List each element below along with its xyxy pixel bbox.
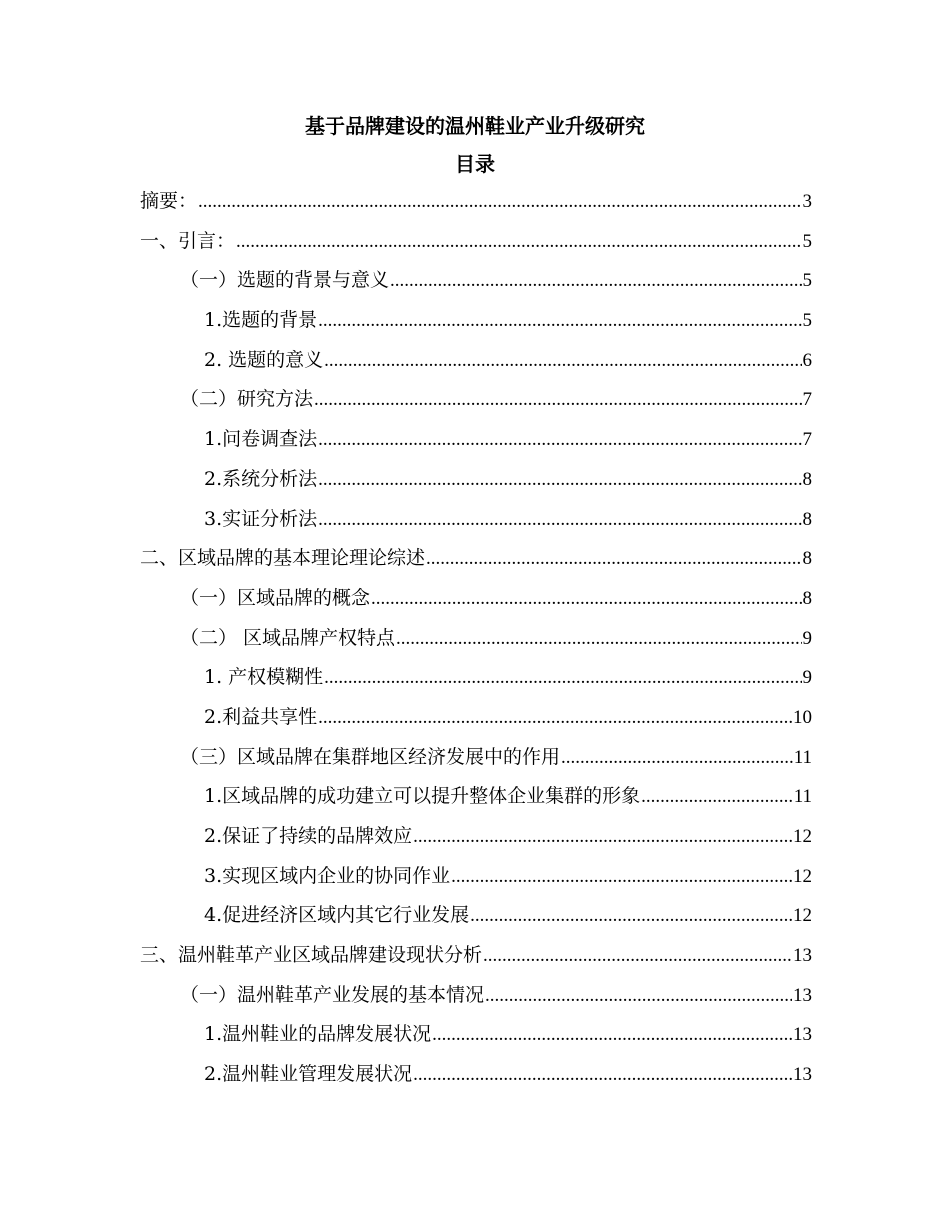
toc-entry[interactable] — [140, 424, 812, 464]
toc-leader-dots — [324, 345, 801, 376]
toc-entry-label: （一）温州鞋革产业发展的基本情况 — [180, 983, 485, 1006]
toc-entry[interactable] — [140, 543, 812, 583]
toc-leader-dots — [236, 226, 801, 257]
toc-entry-label: 一、引言： — [140, 229, 236, 252]
toc-entry-page-number: 5 — [802, 230, 812, 252]
toc-entry-label: （一）选题的背景与意义 — [180, 269, 390, 292]
toc-entry-label: 1.温州鞋业的品牌发展状况 — [204, 1023, 432, 1046]
toc-leader-dots — [318, 504, 801, 535]
toc-leader-dots — [318, 464, 801, 495]
toc-leader-dots — [485, 980, 792, 1011]
toc-entry-page-number: 7 — [802, 429, 812, 451]
toc-entry-page-number: 3 — [802, 191, 812, 212]
toc-entry[interactable] — [140, 781, 812, 821]
toc-entry[interactable] — [140, 504, 812, 544]
toc-entry-page-number: 12 — [793, 826, 812, 847]
toc-entry-label: 4.促进经济区域内其它行业发展 — [204, 904, 470, 927]
toc-entry-page-number: 12 — [793, 905, 812, 927]
table-of-contents — [140, 186, 812, 1099]
toc-leader-dots — [561, 742, 793, 773]
toc-entry-page-number: 10 — [793, 706, 812, 728]
toc-leader-dots — [324, 662, 801, 693]
toc-entry-page-number: 5 — [802, 310, 812, 332]
toc-entry-page-number: 9 — [802, 627, 812, 649]
toc-entry[interactable] — [140, 900, 812, 940]
toc-entry-page-number: 6 — [802, 349, 812, 371]
toc-entry-page-number: 8 — [802, 508, 812, 530]
toc-leader-dots — [432, 1019, 792, 1050]
toc-entry-page-number: 8 — [802, 468, 812, 490]
toc-entry-label: 2.保证了持续的品牌效应 — [204, 825, 413, 847]
toc-entry[interactable] — [140, 1019, 812, 1059]
toc-entry[interactable] — [140, 464, 812, 504]
toc-entry[interactable] — [140, 702, 812, 742]
toc-entry-label: 1. 产权模糊性 — [204, 666, 324, 689]
toc-heading: 目录 — [455, 152, 495, 176]
document-title: 基于品牌建设的温州鞋业产业升级研究 — [305, 114, 645, 138]
toc-entry-label: 3.实现区域内企业的协同作业 — [204, 864, 451, 887]
toc-leader-dots — [426, 543, 801, 574]
toc-entry-label: （二） 区域品牌产权特点 — [180, 626, 396, 649]
toc-entry[interactable] — [140, 583, 812, 623]
toc-entry-label: 3.实证分析法 — [204, 507, 318, 530]
toc-entry-label: （一）区域品牌的概念 — [180, 586, 371, 609]
toc-leader-dots — [371, 583, 801, 614]
toc-leader-dots — [413, 1059, 792, 1090]
toc-entry[interactable] — [140, 226, 812, 266]
toc-entry[interactable] — [140, 742, 812, 782]
toc-entry-label: 二、区域品牌的基本理论理论综述 — [140, 547, 426, 570]
toc-entry-page-number: 11 — [793, 746, 812, 768]
toc-entry-label: （二）研究方法 — [180, 388, 314, 411]
toc-leader-dots — [451, 861, 792, 892]
toc-entry-page-number: 5 — [802, 270, 812, 292]
toc-entry-label: 2.温州鞋业管理发展状况 — [204, 1063, 413, 1086]
toc-entry-page-number: 13 — [793, 984, 812, 1006]
toc-entry-page-number: 8 — [802, 587, 812, 609]
toc-entry-label: 三、温州鞋革产业区域品牌建设现状分析 — [140, 944, 483, 967]
toc-entry-page-number: 7 — [802, 389, 812, 411]
toc-entry[interactable] — [140, 1059, 812, 1099]
toc-entry-page-number: 11 — [793, 786, 812, 808]
toc-entry-page-number: 13 — [793, 945, 812, 967]
toc-entry[interactable] — [140, 305, 812, 345]
toc-entry[interactable] — [140, 623, 812, 663]
toc-leader-dots — [413, 821, 792, 852]
toc-leader-dots — [390, 265, 801, 296]
toc-entry-page-number: 13 — [793, 1024, 812, 1046]
toc-entry-label: 摘要： — [140, 190, 198, 212]
toc-entry[interactable] — [140, 186, 812, 226]
toc-leader-dots — [396, 623, 801, 654]
toc-entry[interactable] — [140, 821, 812, 861]
toc-leader-dots — [483, 940, 792, 971]
toc-leader-dots — [314, 384, 801, 415]
toc-entry-page-number: 8 — [802, 548, 812, 570]
toc-entry[interactable] — [140, 940, 812, 980]
toc-entry[interactable] — [140, 662, 812, 702]
toc-entry[interactable] — [140, 861, 812, 901]
toc-leader-dots — [318, 702, 792, 733]
toc-entry-label: 1.问卷调查法 — [204, 428, 318, 451]
toc-entry[interactable] — [140, 265, 812, 305]
toc-leader-dots — [318, 305, 801, 336]
toc-entry-label: 1.选题的背景 — [204, 309, 318, 332]
toc-leader-dots — [318, 424, 801, 455]
toc-entry-label: （三）区域品牌在集群地区经济发展中的作用 — [180, 745, 561, 768]
toc-entry-page-number: 9 — [802, 667, 812, 689]
toc-entry-page-number: 12 — [793, 865, 812, 887]
toc-entry-page-number: 13 — [793, 1064, 812, 1086]
toc-leader-dots — [641, 781, 793, 812]
toc-entry-label: 2. 选题的意义 — [204, 348, 324, 371]
toc-entry-label: 2.系统分析法 — [204, 467, 318, 490]
toc-entry-label: 2.利益共享性 — [204, 705, 318, 728]
toc-entry[interactable] — [140, 384, 812, 424]
toc-entry[interactable] — [140, 345, 812, 385]
toc-leader-dots — [198, 186, 801, 217]
toc-leader-dots — [470, 900, 792, 931]
toc-entry-label: 1.区域品牌的成功建立可以提升整体企业集群的形象 — [204, 785, 641, 808]
toc-entry[interactable] — [140, 980, 812, 1020]
